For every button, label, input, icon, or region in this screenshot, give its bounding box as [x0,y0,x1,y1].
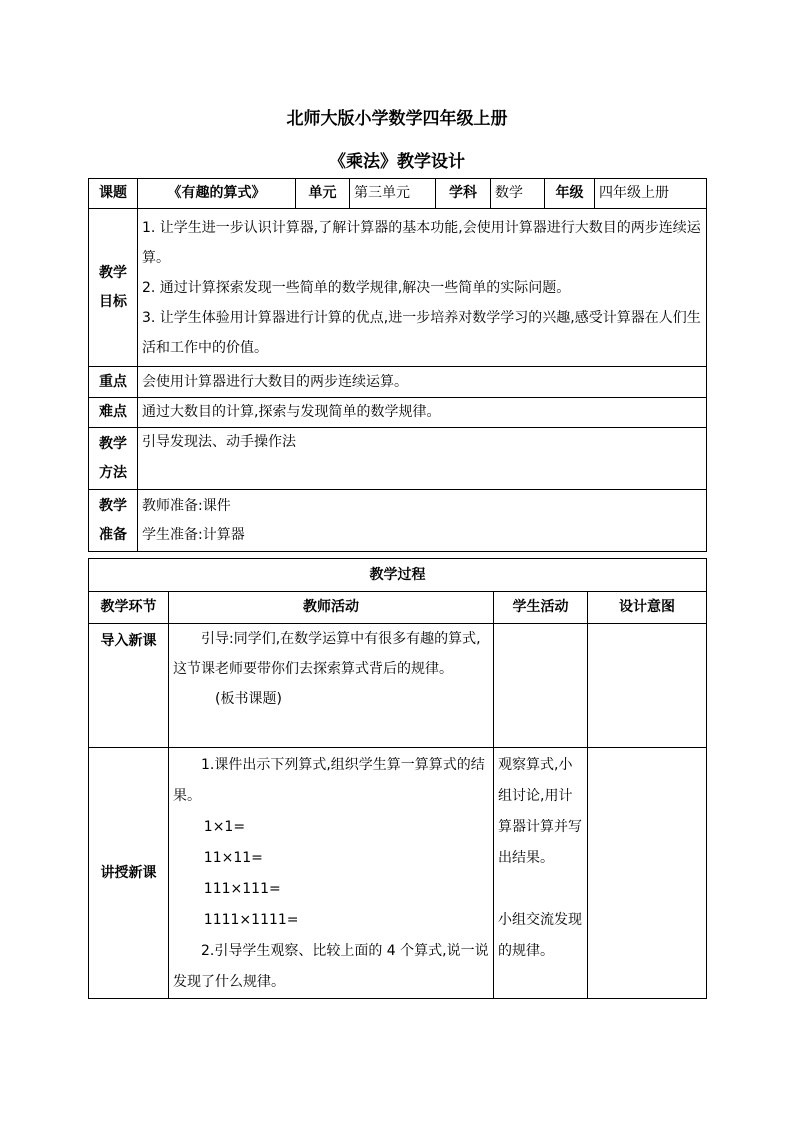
document-subtitle: 《乘法》教学设计 [329,152,465,172]
new-teacher-step2: 2.引导学生观察、比较上面的 4 个算式,说一说发现了什么规律。 [173,943,489,990]
unit-label: 单元 [296,179,350,209]
intro-stage: 导入新课 [89,624,169,748]
header-student: 学生活动 [494,592,588,624]
equation: 11×11= [203,850,263,866]
new-student [494,748,588,999]
prep-label [89,490,138,552]
equation: 111×111= [203,881,281,897]
subject-value: 数学 [491,179,545,209]
new-stage: 讲授新课 [89,748,169,999]
process-title: 教学过程 [89,559,707,592]
objectives-label-line1: 教学 [99,264,127,281]
header-intent: 设计意图 [588,592,707,624]
method-label-line1: 教学 [99,435,127,452]
new-teacher [169,748,494,999]
new-intent [588,748,707,999]
intro-teacher [169,624,494,748]
document-title: 北师大版小学数学四年级上册 [286,109,508,129]
process-table [88,558,707,999]
key-point-value: 会使用计算器进行大数目的两步连续运算。 [138,367,707,398]
key-point-label: 重点 [89,367,138,398]
difficulty-value: 通过大数目的计算,探索与发现简单的数学规律。 [138,398,707,428]
lesson-value: 《有趣的算式》 [138,179,296,209]
method-label-line2: 方法 [99,464,127,481]
intro-intent [588,624,707,748]
method-value: 引导发现法、动手操作法 [138,428,707,490]
grade-label: 年级 [545,179,595,209]
intro-board-note: (板书课题) [215,691,282,707]
equation: 1111×1111= [203,912,299,928]
new-teacher-step1: 1.课件出示下列算式,组织学生算一算算式的结果。 [173,757,485,804]
objectives-content [138,209,707,367]
objectives-label-line2: 目标 [99,293,127,310]
new-student-activity1: 观察算式,小组讨论,用计算器计算并写出结果。 [498,757,582,866]
objectives-label [89,209,138,367]
prep-label-line1: 教学 [99,497,127,514]
method-label [89,428,138,490]
objective-item: 2. 通过计算探索发现一些简单的数学规律,解决一些简单的实际问题。 [142,279,571,296]
lesson-info-table [88,178,707,552]
equation: 1×1= [203,819,246,835]
intro-student [494,624,588,748]
lesson-label: 课题 [89,179,138,209]
prep-teacher: 教师准备:课件 [142,497,231,514]
header-stage: 教学环节 [89,592,169,624]
unit-value: 第三单元 [350,179,436,209]
prep-student: 学生准备:计算器 [142,526,245,543]
prep-content [138,490,707,552]
grade-value: 四年级上册 [595,179,707,209]
intro-teacher-text: 引导:同学们,在数学运算中有很多有趣的算式,这节课老师要带你们去探索算式背后的规律。 [173,631,481,677]
difficulty-label: 难点 [89,398,138,428]
objective-item: 1. 让学生进一步认识计算器,了解计算器的基本功能,会使用计算器进行大数目的两步连续运算。 [142,219,701,266]
subject-label: 学科 [436,179,491,209]
objective-item: 3. 让学生体验用计算器进行计算的优点,进一步培养对数学学习的兴趣,感受计算器在人们生活和工作中的价值。 [142,309,701,356]
header-teacher: 教师活动 [169,592,494,624]
prep-label-line2: 准备 [99,526,127,543]
new-student-activity2: 小组交流发现的规律。 [498,912,582,959]
